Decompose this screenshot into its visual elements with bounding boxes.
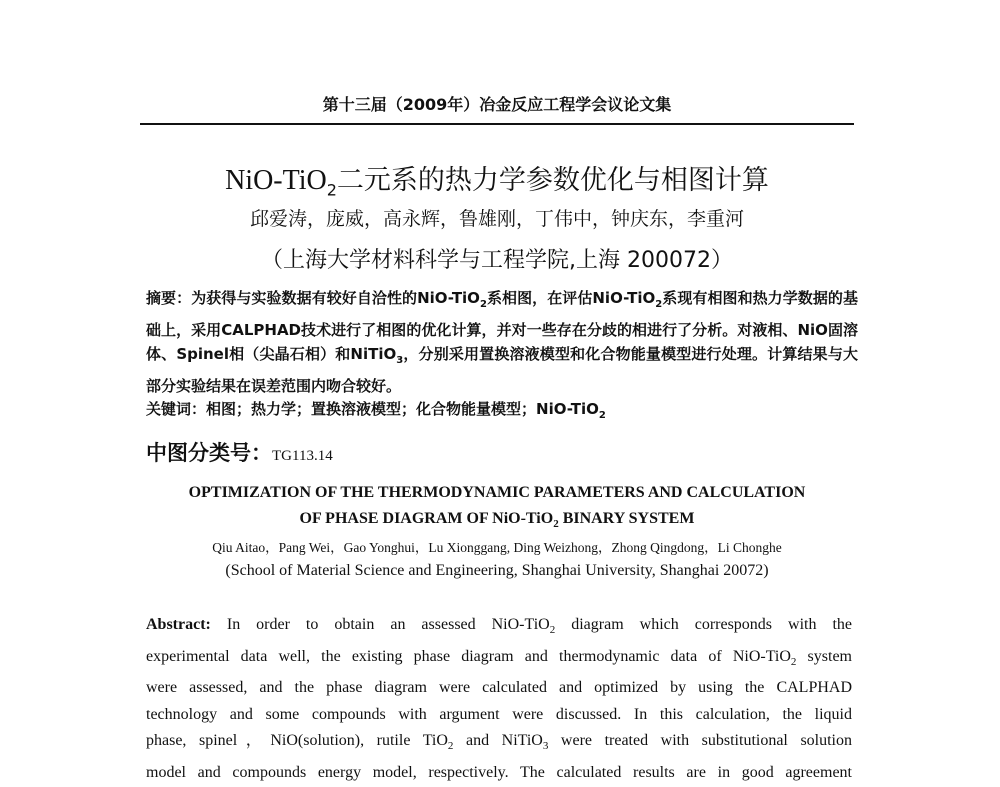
abstract-en-l2-b: system bbox=[796, 647, 852, 665]
title-formula: NiO-TiO bbox=[225, 165, 327, 196]
abstract-cn-sub-2: 2 bbox=[655, 299, 663, 310]
header-rule bbox=[140, 123, 854, 125]
abstract-cn bbox=[146, 286, 858, 398]
classification-number bbox=[146, 437, 333, 467]
title-en-line-1: OPTIMIZATION OF THE THERMODYNAMIC PARAMETERS AND CALCULATION bbox=[188, 484, 806, 501]
abstract-en-l1-a: In order to obtain an assessed NiO-TiO bbox=[210, 616, 550, 633]
abstract-en-line-4: technology and some compounds with argument were discussed. In this calculation, the liquid bbox=[146, 705, 852, 723]
keywords-cn bbox=[146, 398, 858, 421]
abstract-en-line-2 bbox=[146, 644, 852, 676]
title-en-line-2-sub: 2 bbox=[553, 518, 559, 531]
affiliation-cn: （上海大学材料科学与工程学院,上海 200072） bbox=[261, 248, 733, 273]
abstract-en-l5-c: were treated with substitutional solution bbox=[548, 732, 853, 750]
abstract-en-l2-sub: 2 bbox=[790, 655, 797, 668]
title-text: 二元系的热力学参数优化与相图计算 bbox=[336, 165, 769, 196]
abstract-en-line-1 bbox=[146, 612, 852, 644]
abstract-en-label: Abstract: bbox=[146, 616, 211, 633]
abstract-en-line-6: model and compounds energy model, respectively. The calculated results are in good agreement bbox=[146, 764, 852, 782]
title-en-line-2-b: BINARY SYSTEM bbox=[558, 510, 695, 527]
paper-title-en bbox=[140, 480, 854, 537]
abstract-en-l1-b: diagram which corresponds with the bbox=[555, 616, 853, 633]
abstract-cn-text-3: 系现有相图和热力学数据的基础上，采用CALPHAD技术进行了相图的优化计算，并对一些存在分歧的相进行了分析。对液相、NiO固溶体、Spinel相（尖晶石相）和NiTiO bbox=[146, 289, 858, 363]
abstract-cn-text-4: ，分别采用置换溶液模型和化合物能量模型进行处理。计算结果与大部分实验结果在误差范围内吻合较好。 bbox=[146, 345, 858, 395]
keywords-cn-text: 相图；热力学；置换溶液模型；化合物能量模型；NiO-TiO bbox=[206, 400, 599, 418]
paper-title-cn bbox=[140, 158, 854, 199]
abstract-cn-label: 摘要： bbox=[146, 289, 192, 307]
classification-value: TG113.14 bbox=[272, 448, 333, 464]
authors-cn: 邱爱涛，庞威，高永辉，鲁雄刚，丁伟中，钟庆东，李重河 bbox=[249, 208, 744, 230]
keywords-cn-label: 关键词： bbox=[146, 400, 207, 418]
abstract-en-line-5 bbox=[146, 728, 852, 760]
affiliation-en: (School of Material Science and Engineering, Shanghai University, Shanghai 20072) bbox=[225, 562, 769, 579]
abstract-cn-sub-1: 2 bbox=[479, 299, 487, 310]
abstract-en-line-3: were assessed, and the phase diagram were calculated and optimized by using the CALPHAD bbox=[146, 679, 852, 697]
authors-en: Qiu Aitao，Pang Wei，Gao Yonghui，Lu Xionggang, Ding Weizhong，Zhong Qingdong，Li Chonghe bbox=[212, 540, 782, 555]
abstract-cn-text-1: 为获得与实验数据有较好自洽性的NiO-TiO bbox=[191, 289, 480, 307]
abstract-en-l5-a: phase, spinel，NiO(solution), rutile TiO bbox=[146, 732, 448, 750]
abstract-en-l5-sub-2: 3 bbox=[542, 740, 549, 753]
abstract-en-l1-sub: 2 bbox=[549, 624, 556, 637]
abstract-en-l5-b: and NiTiO bbox=[453, 732, 543, 750]
running-header: 第十三届（2009年）冶金反应工程学会议论文集 bbox=[322, 95, 672, 114]
title-en-line-2 bbox=[140, 506, 854, 537]
abstract-en-l5-sub-1: 2 bbox=[447, 740, 454, 753]
title-formula-subscript: 2 bbox=[326, 180, 337, 200]
keywords-cn-sub: 2 bbox=[598, 410, 606, 421]
abstract-cn-text-2: 系相图，在评估NiO-TiO bbox=[486, 289, 656, 307]
abstract-cn-sub-3: 3 bbox=[396, 355, 404, 366]
title-en-line-2-a: OF PHASE DIAGRAM OF NiO-TiO bbox=[299, 510, 554, 527]
abstract-en bbox=[146, 612, 852, 787]
abstract-en-l2-a: experimental data well, the existing phase diagram and thermodynamic data of NiO-TiO bbox=[146, 647, 791, 665]
classification-label: 中图分类号： bbox=[146, 441, 272, 465]
